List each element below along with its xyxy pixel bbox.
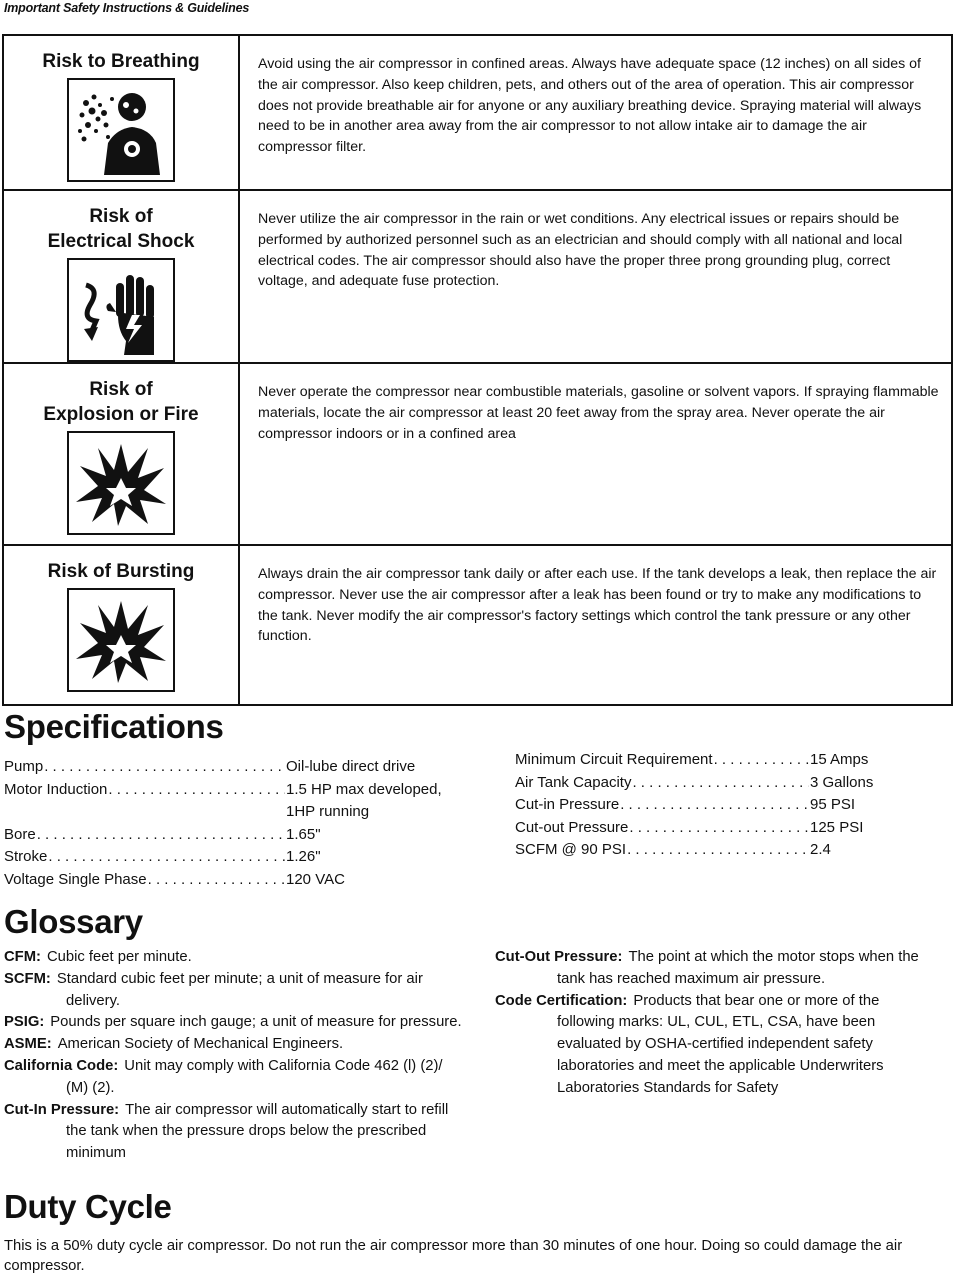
risk-title-electrical (4, 204, 238, 254)
risk-title-breathing: Risk to Breathing (42, 51, 200, 72)
spec-label: Cut-out Pressure (515, 818, 629, 836)
risk-row-breathing (3, 35, 952, 190)
glossary-definition: Pounds per square inch gauge; a unit of measure for pressure. (50, 1014, 462, 1031)
glossary-definition: Cubic feet per minute. (46, 949, 192, 965)
glossary-definition: The point at which the motor stops when the tank has reached maximum air pressure. (557, 949, 919, 987)
duty-cycle-text: This is a 50% duty cycle air compressor. Do not run the air compressor more than 30 minutes of one hour. Doing so could damage the air compressor. (4, 1238, 903, 1274)
electrical-shock-icon (67, 258, 175, 362)
leader-dots (148, 869, 285, 892)
leader-dots (714, 749, 809, 772)
spec-value: 2.4 (810, 841, 831, 858)
risk-text-electrical: Never utilize the air compressor in the rain or wet conditions. Any electrical issues or repairs should be performed by authorized personnel such as an electrician and should comply with all national and local electrical codes. The air compressor should also have the proper three prong grounding plug, correct voltage, and adequate fuse protection. (239, 190, 952, 363)
risk-row-bursting (3, 545, 952, 705)
glossary-item (4, 969, 466, 1013)
risk-title-line1: Risk of (89, 379, 153, 400)
breathing-hazard-icon (67, 78, 175, 182)
glossary-term: SCFM: (4, 970, 51, 987)
risk-row-explosion (3, 363, 952, 545)
risk-label-cell (3, 545, 239, 705)
spec-row (4, 801, 444, 824)
spec-value: 95 PSI (810, 796, 856, 813)
spec-label: Minimum Circuit Requirement (515, 751, 713, 768)
glossary-item (495, 947, 935, 991)
spec-row (515, 817, 885, 840)
risk-label-cell (3, 35, 239, 190)
spec-value: 3 Gallons (810, 773, 874, 791)
spec-label: Cut-in Pressure (515, 796, 620, 813)
specs-left-column (4, 756, 444, 891)
glossary-term: Code Certification: (495, 992, 628, 1009)
specifications-heading: Specifications (4, 708, 224, 745)
spec-label: Bore (4, 825, 36, 843)
spec-value: 125 PSI (810, 818, 864, 836)
risk-title-line2: Electrical Shock (47, 231, 195, 252)
glossary-term: Cut-In Pressure: (4, 1101, 120, 1118)
glossary-definition: Unit may comply with California Code 462 (l) (2)/ (M) (2). (66, 1057, 443, 1096)
spec-label: Pump (4, 758, 44, 775)
leader-dots (37, 824, 285, 847)
glossary-item (4, 1056, 466, 1100)
glossary-left-column (4, 947, 466, 1165)
glossary-term: ASME: (4, 1036, 52, 1053)
spec-value: 1.65" (286, 825, 321, 843)
spec-value: Oil-lube direct drive (286, 758, 416, 775)
spec-label: Air Tank Capacity (515, 773, 632, 791)
leader-dots (44, 756, 285, 779)
spec-row (4, 756, 444, 779)
glossary-item (4, 1100, 466, 1165)
spec-row (515, 794, 885, 817)
risk-row-electrical (3, 190, 952, 363)
spec-label: Stroke (4, 848, 48, 865)
glossary-definition: American Society of Mechanical Engineers. (57, 1036, 344, 1053)
glossary-item (4, 1034, 466, 1056)
risk-title-line2: Explosion or Fire (43, 404, 199, 425)
risk-label-cell (3, 190, 239, 363)
spec-row (4, 869, 444, 892)
bursting-hazard-icon (67, 588, 175, 692)
risk-title-bursting: Risk of Bursting (47, 561, 195, 582)
safety-table (2, 34, 953, 706)
glossary-definition: Standard cubic feet per minute; a unit of measure for air delivery. (56, 970, 423, 1009)
glossary-term: California Code: (4, 1057, 119, 1074)
glossary-item (4, 947, 466, 969)
glossary-definition: The air compressor will automatically start to refill the tank when the pressure drops below the prescribed minimum (66, 1101, 449, 1162)
glossary-right-column (495, 947, 935, 1100)
leader-dots (632, 772, 809, 795)
leader-dots (629, 817, 809, 840)
spec-row (515, 839, 885, 862)
spec-value-cont: 1HP running (286, 803, 370, 820)
risk-text-bursting: Always drain the air compressor tank daily or after each use. If the tank develops a leak, then replace the air compressor. Never use the air compressor after a leak has been found or try to make any modifications to the tank. Never modify the air compressor's factory settings which control the tank pressure or any other function. (239, 545, 952, 705)
spec-row (4, 846, 444, 869)
leader-dots (620, 794, 809, 817)
spec-value: 1.26" (286, 848, 321, 865)
glossary-term: CFM: (4, 949, 41, 965)
spec-value: 15 Amps (810, 751, 869, 768)
spec-label: Voltage Single Phase (4, 870, 147, 888)
glossary-heading: Glossary (4, 903, 143, 940)
risk-text-explosion: Never operate the compressor near combustible materials, gasoline or solvent vapors. If spraying flammable materials, locate the air compressor at least 20 feet away from the spray area. Never operate the air compressor indoors or in a confined area (239, 363, 952, 545)
leader-dots (108, 779, 285, 802)
spec-row (4, 824, 444, 847)
spec-row (515, 749, 885, 772)
leader-dots (627, 839, 809, 862)
risk-text-breathing: Avoid using the air compressor in confined areas. Always have adequate space (12 inches) on all sides of the air compressor. Also keep children, pets, and others out of the area of operation. This air compressor does not provide breathable air for anyone or any auxiliary breathing device. Spraying material will always need to be in another area away from the air compressor to not allow intake air to damage the air compressor filter. (239, 35, 952, 190)
spec-row (515, 772, 885, 795)
spec-label: SCFM @ 90 PSI (515, 841, 627, 858)
duty-cycle-heading: Duty Cycle (4, 1188, 172, 1225)
spec-label: Motor Induction (4, 780, 108, 798)
glossary-definition: Products that bear one or more of the following marks: UL, CUL, ETL, CSA, have been evaluated by OSHA-certified independent safety laboratories and meet the applicable Underwriters Laboratories Standards for Safety (557, 992, 884, 1096)
glossary-item (495, 991, 935, 1100)
risk-title-line1: Risk of (89, 206, 153, 227)
header-note: Important Safety Instructions & Guidelines (4, 1, 250, 15)
specs-right-column (515, 749, 885, 862)
leader-dots (48, 846, 285, 869)
spec-value: 120 VAC (286, 870, 345, 888)
risk-label-cell (3, 363, 239, 545)
glossary-term: Cut-Out Pressure: (495, 949, 623, 965)
spec-row (4, 779, 444, 802)
glossary-term: PSIG: (4, 1014, 45, 1031)
explosion-icon (67, 431, 175, 535)
glossary-item (4, 1012, 466, 1034)
spec-value: 1.5 HP max developed, (286, 780, 442, 798)
risk-title-explosion (4, 377, 238, 427)
